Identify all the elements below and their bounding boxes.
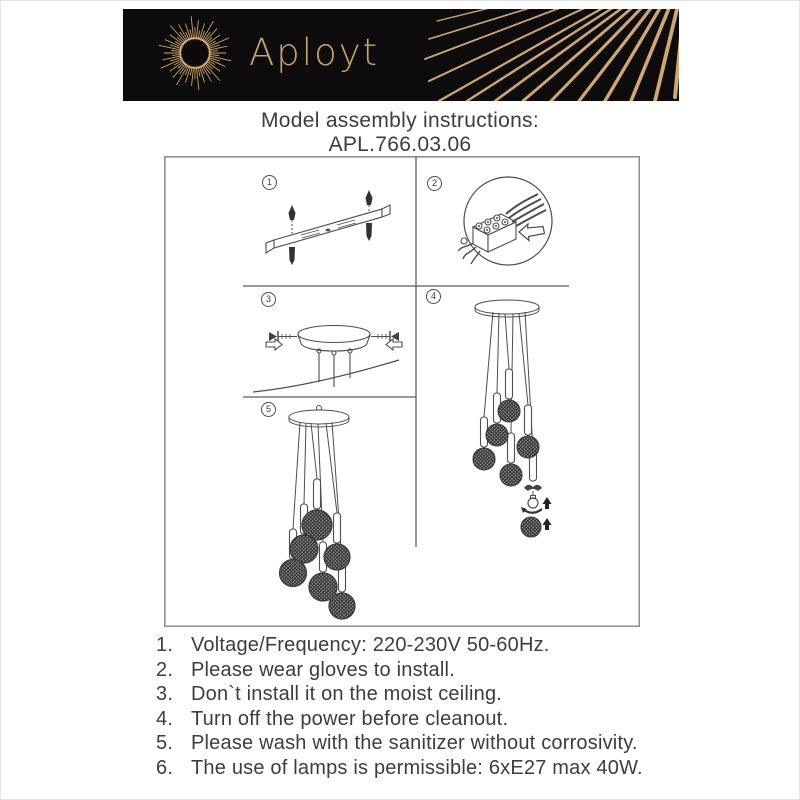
instruction-item [156, 633, 643, 658]
instruction-number: 1. [156, 634, 174, 656]
instruction-number: 2. [156, 658, 174, 681]
assembly-diagram [164, 156, 640, 627]
step5-assembled-pendant-figure [280, 406, 356, 620]
model-number: APL.766.03.06 [328, 133, 472, 156]
step1-mounting-bracket-figure [266, 190, 390, 265]
rays-decoration-icon [379, 9, 679, 101]
sunburst-logo-icon [147, 9, 243, 101]
panel-dividers [165, 157, 640, 627]
step3-canopy-mounting-figure [253, 326, 402, 393]
instruction-item [156, 682, 643, 707]
step-3-badge: 3 [261, 292, 276, 307]
brand-name: Aployt [249, 31, 380, 74]
step4-pendant-assembly-figure [473, 300, 552, 537]
instruction-number: 4. [156, 707, 174, 730]
instruction-text: Turn off the power before cleanout. [191, 707, 509, 730]
instruction-item [156, 658, 643, 683]
page-title: Model assembly instructions: [260, 109, 539, 132]
instruction-item [156, 756, 643, 781]
instruction-text: Don`t install it on the moist ceiling. [191, 683, 503, 706]
instruction-text: Voltage/Frequency: 220-230V 50-60Hz. [191, 634, 550, 656]
step2-wiring-terminal-figure [458, 177, 552, 265]
instruction-text: Please wear gloves to install. [191, 658, 455, 681]
instruction-number: 5. [156, 732, 174, 755]
step-5-badge: 5 [261, 402, 276, 417]
instruction-item [156, 707, 643, 732]
instruction-number: 3. [156, 683, 174, 706]
instruction-number: 6. [156, 756, 174, 779]
brand-banner [123, 9, 679, 101]
assembly-diagram-canvas [164, 156, 640, 627]
instruction-text: Please wash with the sanitizer without corrosivity. [191, 732, 638, 755]
instructions-list [156, 633, 643, 781]
instruction-text: The use of lamps is permissible: 6xE27 max 40W. [191, 756, 643, 779]
step-4-badge: 4 [426, 289, 441, 304]
instruction-item [156, 731, 643, 756]
step-2-badge: 2 [427, 176, 442, 191]
step-1-badge: 1 [262, 175, 277, 190]
